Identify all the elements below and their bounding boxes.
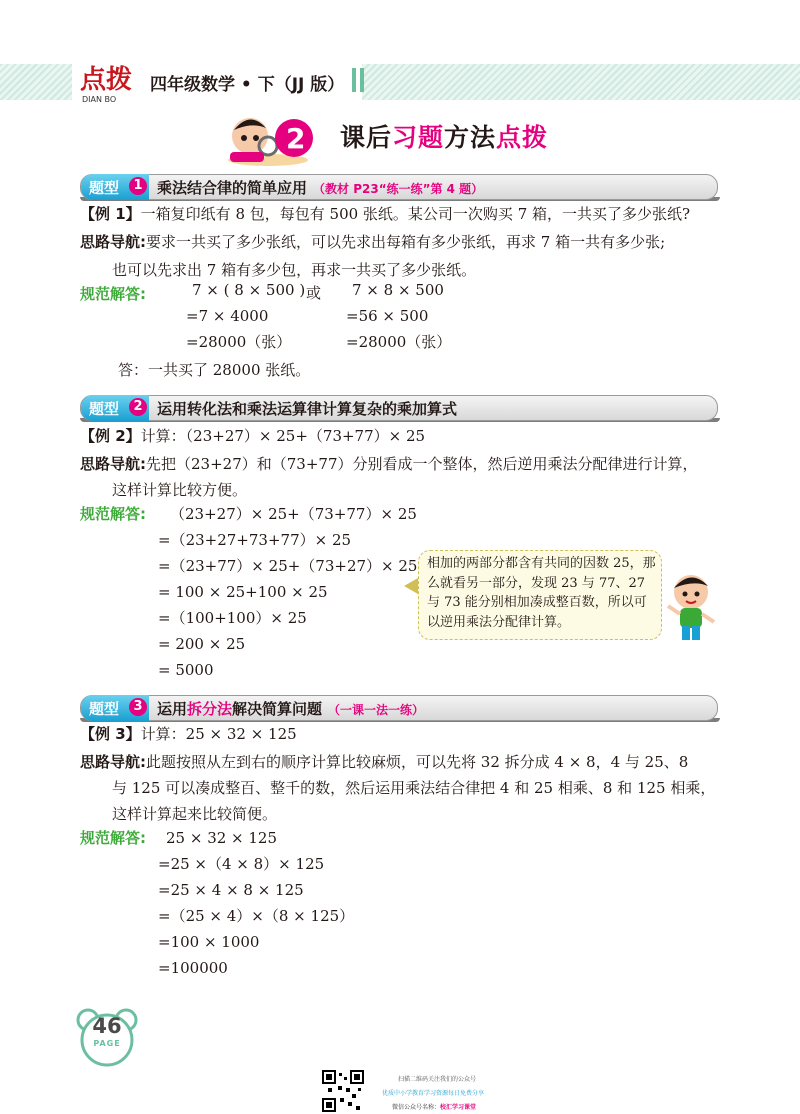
- answer1-left-step2: =7 × 4000: [186, 307, 269, 325]
- answer2-step: =（23+77）× 25+（73+27）× 25: [158, 557, 418, 575]
- mascot-boy-illustration: [664, 570, 718, 646]
- guide2-line2: 这样计算比较方便。: [112, 481, 248, 499]
- type2-title: 运用转化法和乘法运算律计算复杂的乘加算式: [157, 400, 458, 418]
- footer-account-text: 微信公众号名称：校汇学习课堂: [392, 1104, 477, 1111]
- answer3-label: 规范解答:: [80, 829, 146, 847]
- qr-code-icon: [322, 1070, 364, 1112]
- page-label: PAGE: [93, 1039, 121, 1048]
- type3-tag: 题型: [89, 700, 120, 718]
- answer3-step: =100 × 1000: [158, 933, 260, 951]
- type1-tag: 题型: [89, 179, 120, 197]
- type2-number: 2: [129, 398, 147, 416]
- brand-logo-subtext: DIAN BO: [82, 95, 117, 104]
- answer1-right-step3: =28000（张）: [346, 333, 452, 351]
- brand-logo: [78, 60, 144, 104]
- type3-banner: 题型 3 运用拆分法解决简算问题 （一课一法一练）: [80, 695, 718, 721]
- answer1-right-step1: 7 × 8 × 500: [352, 281, 444, 299]
- tip-bubble-tail: [404, 578, 418, 594]
- guide2-line1: 思路导航:先把（23+27）和（73+77）分别看成一个整体，然后逆用乘法分配律进行计算，: [80, 455, 698, 473]
- answer1-label: 规范解答:: [80, 285, 146, 303]
- type2-banner: [80, 395, 718, 421]
- mascot-magnifier-illustration: [222, 108, 314, 168]
- example2: 【例 2】计算：（23+27）× 25+（73+77）× 25: [80, 427, 426, 445]
- answer1-final: 答：一共买了 28000 张纸。: [118, 361, 311, 379]
- answer3-step: 25 × 32 × 125: [166, 829, 278, 847]
- guide3-line3: 这样计算起来比较简便。: [112, 805, 278, 823]
- answer3-step: =（25 × 4）×（8 × 125）: [158, 907, 355, 925]
- answer2-step: = 100 × 25+100 × 25: [158, 583, 328, 601]
- type1-title: 乘法结合律的简单应用: [157, 179, 308, 197]
- brand-logo-text: 点拨: [80, 65, 133, 95]
- type1-banner: [80, 174, 718, 200]
- type2-tag: 题型: [89, 400, 120, 418]
- answer2-step: =（23+27+73+77）× 25: [158, 531, 352, 549]
- answer2-label: 规范解答:: [80, 505, 146, 523]
- tip-text: 相加的两部分都含有共同的因数 25，那么就看另一部分，发现 23 与 77、27 与 73 能分别相加凑成整百数，所以可以逆用乘法分配律计算。: [427, 556, 656, 630]
- answer1-left-step3: =28000（张）: [186, 333, 292, 351]
- section-number: 2: [286, 122, 306, 155]
- footer-share-text: 优质中小学教育学习资源每日免费分享: [382, 1090, 485, 1097]
- footer-scan-text: 扫描二维码关注我们的公众号: [398, 1076, 477, 1083]
- answer3-step: =25 × 4 × 8 × 125: [158, 881, 304, 899]
- guide3-line1: 思路导航:此题按照从左到右的顺序计算比较麻烦，可以先将 32 拆分成 4 × 8，4 与 25、8: [80, 753, 689, 771]
- answer2-step: = 5000: [158, 661, 214, 679]
- answer3-step: =100000: [158, 959, 228, 977]
- example3: 【例 3】计算：25 × 32 × 125: [80, 725, 297, 743]
- page-number: 46: [92, 1014, 122, 1038]
- section-title: 课后习题方法点拨: [340, 123, 549, 152]
- answer2-step: =（100+100）× 25: [158, 609, 307, 627]
- header-marks: [352, 68, 368, 96]
- answer1-left-step1: 7 × ( 8 × 500 ): [192, 281, 306, 299]
- example1: 【例 1】一箱复印纸有 8 包，每包有 500 张纸。某公司一次购买 7 箱，一共买了多少张纸?: [80, 205, 691, 223]
- answer1-right-step2: =56 × 500: [346, 307, 429, 325]
- answer1-or: 或: [306, 284, 322, 302]
- type1-number: 1: [129, 177, 147, 195]
- answer2-step: （23+27）× 25+（73+77）× 25: [170, 505, 417, 523]
- answer2-step: = 200 × 25: [158, 635, 246, 653]
- type1-source: （教材 P23“练一练”第 4 题）: [313, 182, 484, 196]
- type3-title-highlight: 拆分法: [187, 700, 233, 718]
- guide3-line2: 与 125 可以凑成整百、整千的数，然后运用乘法结合律把 4 和 25 相乘、8 和 125 相乘，: [112, 779, 716, 797]
- guide1-line1: 思路导航:要求一共买了多少张纸，可以先求出每箱有多少张纸，再求 7 箱一共有多少张;: [80, 233, 666, 251]
- type3-source: （一课一法一练）: [328, 703, 425, 717]
- answer3-step: =25 ×（4 × 8）× 125: [158, 855, 325, 873]
- type3-number: 3: [129, 698, 147, 716]
- guide1-line2: 也可以先求出 7 箱有多少包，再求一共买了多少张纸。: [112, 261, 477, 279]
- book-title: 四年级数学 • 下（JJ 版）: [150, 75, 345, 95]
